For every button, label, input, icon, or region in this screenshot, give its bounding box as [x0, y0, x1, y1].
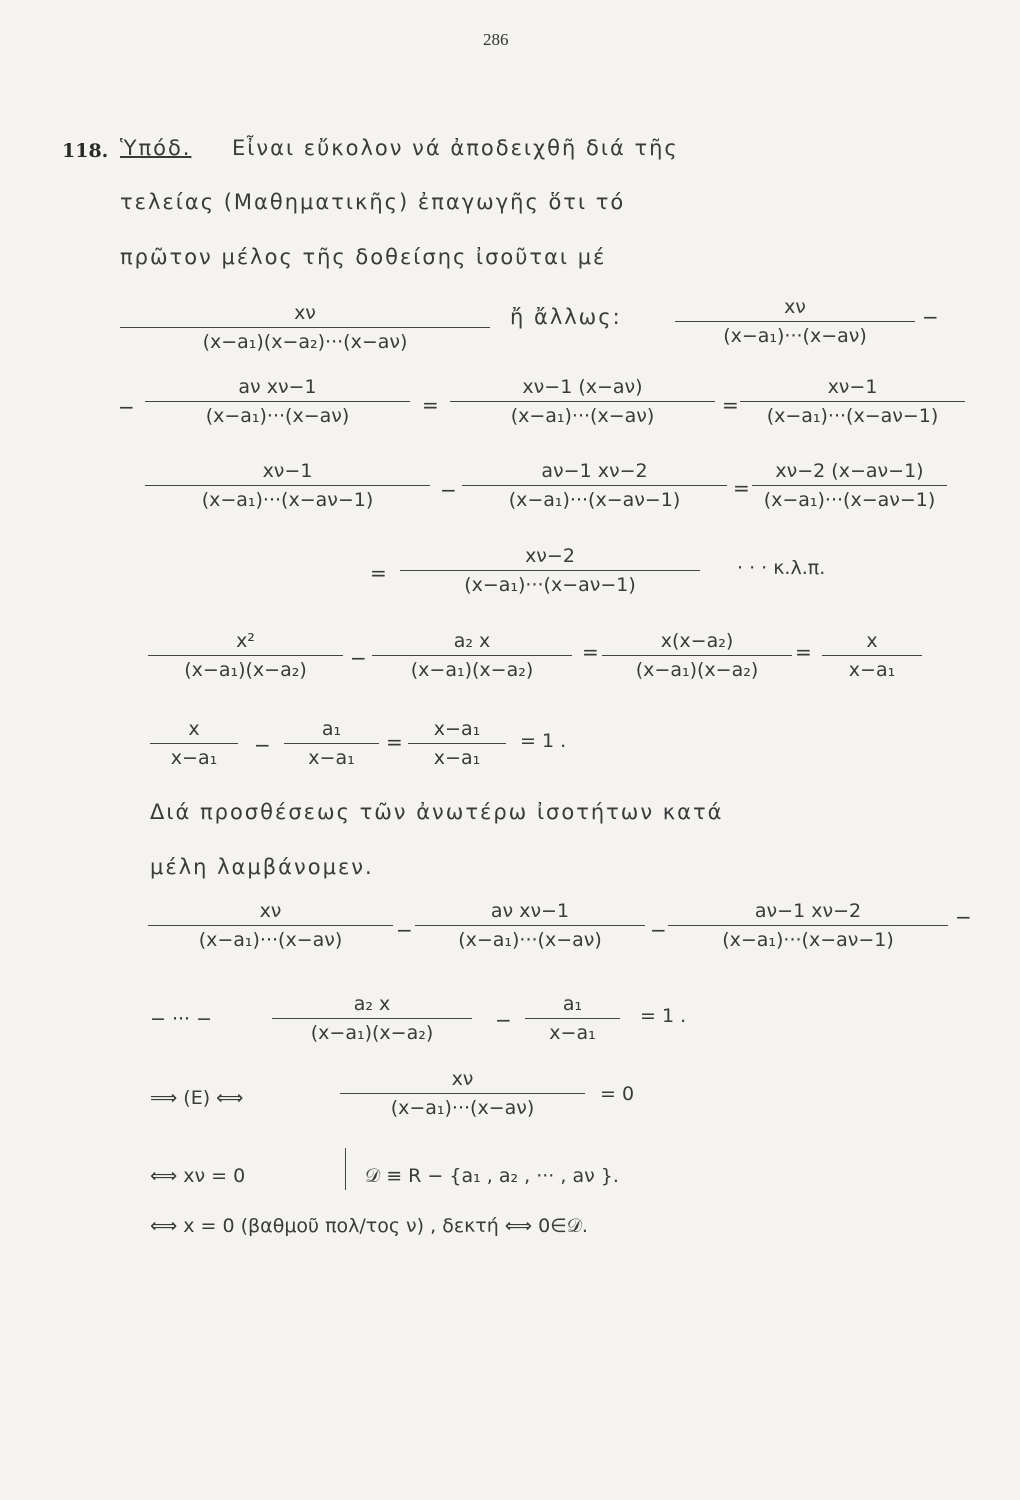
numerator: x [866, 630, 878, 652]
or-text: ἤ ἄλλως: [510, 305, 622, 329]
problem-number: 118. [62, 140, 109, 162]
numerator: x² [236, 630, 255, 652]
minus-sign: − [955, 905, 972, 929]
fraction [150, 718, 238, 769]
minus-sign: − [254, 733, 271, 757]
denominator: (x−a₁)···(x−aν−1) [201, 489, 374, 511]
ellipsis-text: − ··· − [150, 1008, 213, 1030]
denominator: (x−a₁)(x−a₂)···(x−aν) [202, 331, 408, 353]
text-line-2: τελείας (Μαθηματικῆς) ἐπαγωγῆς ὅτι τό [120, 190, 626, 214]
denominator: (x−a₁)···(x−aν−1) [722, 929, 894, 951]
text-line-5: μέλη λαμβάνομεν. [150, 855, 374, 879]
denominator: x−a₁ [433, 747, 481, 769]
fraction [400, 545, 700, 596]
equals-sign: = [582, 640, 599, 664]
result-text: = 0 [600, 1083, 635, 1105]
fraction [752, 460, 947, 511]
numerator: x−a₁ [433, 718, 481, 740]
numerator: xν−2 [525, 545, 575, 567]
numerator: aν−1 xν−2 [541, 460, 648, 482]
denominator: (x−a₁)(x−a₂) [410, 659, 534, 681]
fraction [145, 376, 410, 427]
fraction [284, 718, 379, 769]
fraction [145, 460, 430, 511]
denominator: (x−a₁)···(x−aν) [198, 929, 343, 951]
equals-sign: = [733, 476, 750, 500]
fraction [415, 900, 645, 951]
fraction [408, 718, 506, 769]
numerator: a₁ [321, 718, 342, 740]
minus-sign: − [650, 918, 667, 942]
hint-label: Ὑπόδ. [120, 136, 192, 160]
denominator: (x−a₁)···(x−aν−1) [464, 574, 636, 596]
minus-sign: − [495, 1008, 512, 1032]
denominator: x−a₁ [848, 659, 896, 681]
minus-sign: − [396, 918, 413, 942]
fraction [822, 630, 922, 681]
equivalence-expression: ⟺ xν = 0 [150, 1165, 246, 1187]
minus-sign: − [440, 478, 457, 502]
fraction [340, 1068, 585, 1119]
denominator: (x−a₁)(x−a₂) [310, 1022, 434, 1044]
fraction [272, 993, 472, 1044]
equals-sign: = [386, 730, 403, 754]
page-number: 286 [483, 30, 509, 49]
denominator: (x−a₁)···(x−aν) [205, 405, 350, 427]
numerator: xν−1 [827, 376, 878, 398]
numerator: aν xν−1 [490, 900, 570, 922]
denominator: (x−a₁)···(x−aν−1) [508, 489, 681, 511]
fraction [525, 993, 620, 1044]
fraction [450, 376, 715, 427]
denominator: (x−a₁)···(x−aν) [390, 1097, 535, 1119]
conclusion-expression: ⟺ x = 0 (βαθμοῦ πολ/τος ν) , δεκτή ⟺ 0∈𝒟. [150, 1215, 588, 1237]
numerator: xν [784, 296, 806, 318]
denominator: x−a₁ [308, 747, 355, 769]
numerator: xν [259, 900, 282, 922]
fraction [148, 630, 343, 681]
denominator: (x−a₁)···(x−aν) [723, 325, 867, 347]
fraction [740, 376, 965, 427]
fraction [602, 630, 792, 681]
denominator: (x−a₁)···(x−aν) [458, 929, 602, 951]
numerator: a₁ [562, 993, 583, 1015]
fraction [668, 900, 948, 951]
text-line-4: Διά προσθέσεως τῶν ἀνωτέρω ἰσοτήτων κατά [150, 800, 724, 824]
numerator: x(x−a₂) [660, 630, 734, 652]
denominator: (x−a₁)(x−a₂) [184, 659, 307, 681]
minus-sign: − [350, 646, 367, 670]
fraction [148, 900, 393, 951]
numerator: a₂ x [453, 630, 491, 652]
denominator: (x−a₁)···(x−aν) [510, 405, 655, 427]
text-line-1: Εἶναι εὔκολον νά ἀποδειχθῆ διά τῆς [232, 136, 679, 160]
equals-sign: = [422, 393, 439, 417]
numerator: aν−1 xν−2 [754, 900, 862, 922]
denominator: x−a₁ [170, 747, 218, 769]
vertical-bar [345, 1148, 346, 1190]
numerator: xν [451, 1068, 474, 1090]
text-line-3: πρῶτον μέλος τῆς δοθείσης ἰσοῦται μέ [120, 245, 607, 269]
result-text: = 1 . [520, 730, 567, 752]
fraction [120, 302, 490, 353]
equals-sign: = [722, 393, 739, 417]
numerator: xν−1 (x−aν) [522, 376, 643, 398]
numerator: xν [294, 302, 316, 324]
denominator: x−a₁ [549, 1022, 596, 1044]
minus-sign: − [922, 305, 939, 329]
numerator: aν xν−1 [238, 376, 317, 398]
minus-sign: − [118, 395, 135, 419]
equals-sign: = [795, 640, 812, 664]
denominator: (x−a₁)···(x−aν−1) [766, 405, 939, 427]
equals-sign: = [370, 561, 387, 585]
numerator: a₂ x [353, 993, 391, 1015]
fraction [462, 460, 727, 511]
denominator: (x−a₁)···(x−aν−1) [763, 489, 936, 511]
numerator: x [188, 718, 200, 740]
etc-text: · · · κ.λ.π. [737, 557, 826, 579]
domain-expression: 𝒟 ≡ R − {a₁ , a₂ , ··· , aν }. [365, 1165, 619, 1187]
fraction [372, 630, 572, 681]
fraction [675, 296, 915, 347]
result-text: = 1 . [640, 1005, 687, 1027]
numerator: xν−1 [262, 460, 313, 482]
denominator: (x−a₁)(x−a₂) [635, 659, 759, 681]
implies-expression: ⟹ (E) ⟺ [150, 1087, 244, 1109]
numerator: xν−2 (x−aν−1) [775, 460, 924, 482]
